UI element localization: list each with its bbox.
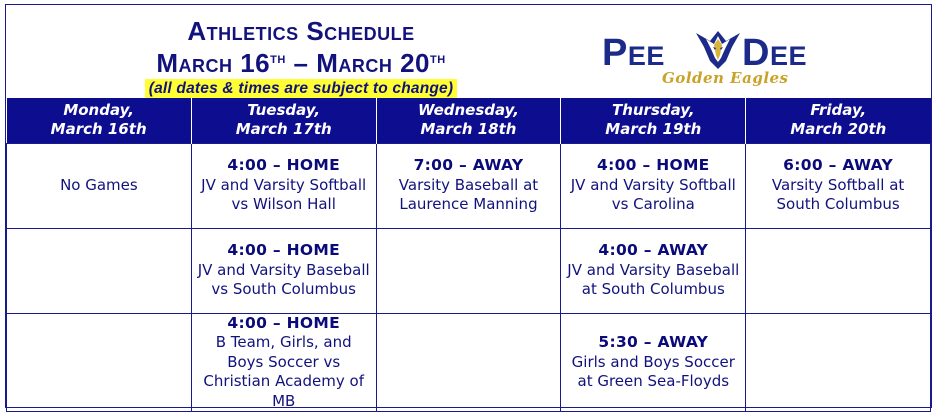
day-header-tuesday: Tuesday, March 17th bbox=[191, 98, 376, 143]
schedule-header bbox=[6, 5, 931, 98]
schedule-table bbox=[6, 98, 931, 412]
day-header-wednesday: Wednesday, March 18th bbox=[376, 98, 561, 143]
event-cell bbox=[746, 313, 931, 412]
event-cell bbox=[746, 228, 931, 313]
pee-dee-logo bbox=[602, 33, 818, 91]
event-cell: 6:00 – AWAY Varsity Softball at South Columbus bbox=[746, 143, 931, 228]
change-notice: (all dates & times are subject to change) bbox=[145, 79, 458, 99]
day-header-thursday: Thursday, March 19th bbox=[561, 98, 746, 143]
eagle-head-icon bbox=[692, 27, 744, 71]
event-cell: 4:00 – HOME B Team, Girls, and Boys Soccer vs Christian Academy of MB bbox=[191, 313, 376, 412]
schedule-frame bbox=[5, 4, 932, 408]
table-row bbox=[7, 313, 931, 412]
page-title: Athletics Schedule bbox=[187, 16, 415, 46]
logo-word-dee: Dee bbox=[742, 32, 807, 74]
title-block bbox=[6, 17, 596, 99]
event-cell: No Games bbox=[7, 143, 192, 228]
day-header-row bbox=[7, 98, 931, 143]
event-cell: 5:30 – AWAY Girls and Boys Soccer at Green Sea-Floyds bbox=[561, 313, 746, 412]
logo-word-pee: Pee bbox=[602, 32, 665, 74]
table-row bbox=[7, 143, 931, 228]
event-cell bbox=[7, 313, 192, 412]
table-row bbox=[7, 228, 931, 313]
day-header-friday: Friday, March 20th bbox=[746, 98, 931, 143]
event-cell bbox=[376, 313, 561, 412]
event-cell bbox=[376, 228, 561, 313]
event-cell bbox=[7, 228, 192, 313]
day-header-monday: Monday, March 16th bbox=[7, 98, 192, 143]
logo-subtitle: Golden Eagles bbox=[662, 69, 789, 87]
date-range: March 16th – March 20th bbox=[156, 48, 446, 78]
event-cell: 4:00 – AWAY JV and Varsity Baseball at South Columbus bbox=[561, 228, 746, 313]
event-cell: 4:00 – HOME JV and Varsity Baseball vs South Columbus bbox=[191, 228, 376, 313]
event-cell: 4:00 – HOME JV and Varsity Softball vs Wilson Hall bbox=[191, 143, 376, 228]
event-cell: 7:00 – AWAY Varsity Baseball at Laurence Manning bbox=[376, 143, 561, 228]
event-cell: 4:00 – HOME JV and Varsity Softball vs Carolina bbox=[561, 143, 746, 228]
